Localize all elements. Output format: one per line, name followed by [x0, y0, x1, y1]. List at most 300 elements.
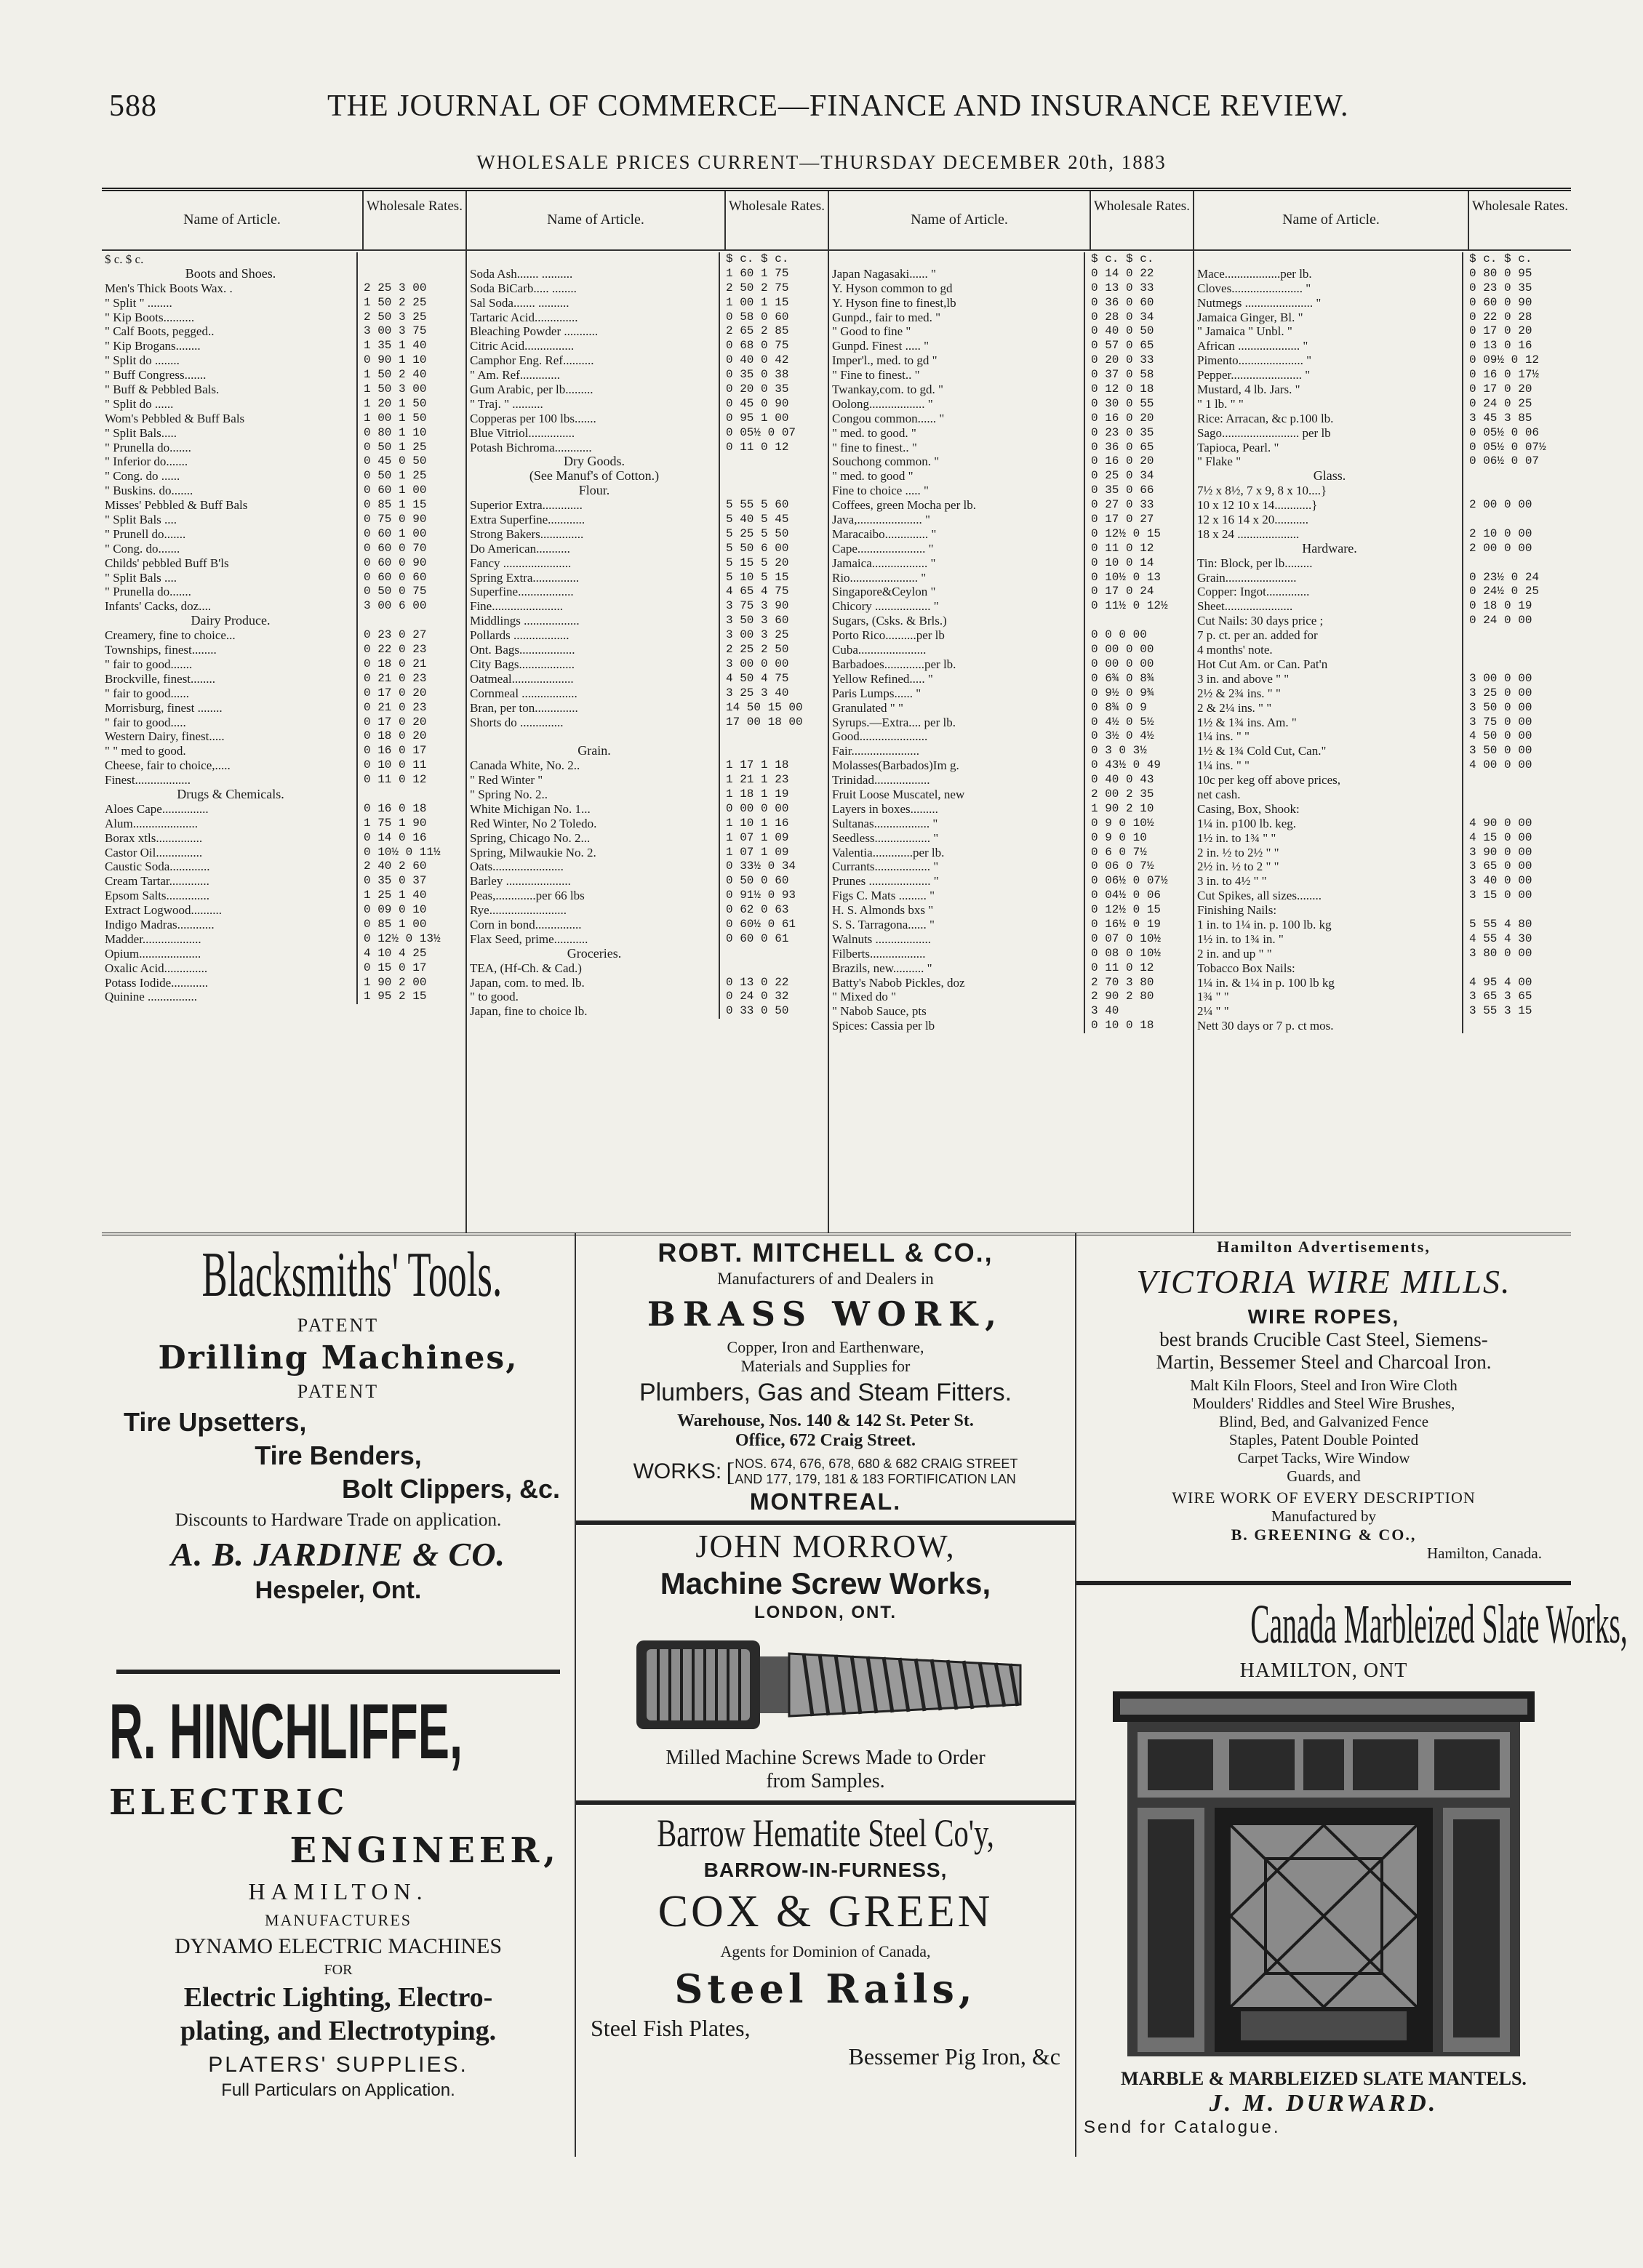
price-row: [829, 947, 1193, 961]
price-row: [1194, 961, 1571, 976]
article-name: Souchong common. ": [832, 454, 940, 469]
ad-line: Blind, Bed, and Galvanized Fence: [1218, 1413, 1429, 1430]
price-row: [829, 368, 1193, 382]
article-name: 1½ in. to 1¾ in. ": [1197, 931, 1284, 946]
wholesale-rate: 2 70 3 80: [1084, 976, 1193, 990]
wholesale-rate: 0 35 0 37: [356, 874, 465, 889]
article-name: Cape...................... ": [832, 541, 934, 556]
wholesale-rate: [1462, 556, 1571, 571]
wholesale-rate: 0 16 0 20: [1084, 412, 1193, 426]
article-name: Caustic Soda.............: [105, 859, 210, 874]
ad-line: Office, 672 Craig Street.: [735, 1431, 916, 1450]
wholesale-rate: 0 11½ 0 12½: [1084, 599, 1193, 614]
price-row: [829, 498, 1193, 513]
price-row: [1194, 310, 1571, 325]
price-row: [102, 802, 465, 817]
price-row: [829, 527, 1193, 542]
price-row: [829, 788, 1193, 802]
wholesale-rate: 0 95 1 00: [719, 412, 828, 426]
price-row: [829, 672, 1193, 686]
article-name: Do American...........: [470, 541, 570, 556]
wholesale-rate: 0 17 0 20: [356, 686, 465, 701]
wholesale-rate: 0 09½ 0 12: [1462, 353, 1571, 368]
ad-title: Blacksmiths' Tools.: [201, 1240, 503, 1310]
wholesale-rate: 3 00 0 00: [719, 657, 828, 672]
price-row: [1194, 716, 1571, 730]
article-name: Rio...................... ": [832, 570, 927, 585]
wholesale-rate: 0 23 0 27: [356, 628, 465, 643]
article-name: Corn in bond...............: [470, 917, 582, 931]
wholesale-rate: [719, 744, 828, 758]
article-name: Soda BiCarb..... ........: [470, 281, 577, 295]
price-row: [467, 961, 828, 976]
price-row: [829, 729, 1193, 744]
price-row: [102, 382, 465, 397]
price-row: [467, 1004, 828, 1019]
price-row: [1194, 1019, 1571, 1033]
price-row: [1194, 527, 1571, 542]
article-name: " Split do ......: [105, 396, 174, 411]
wholesale-rate: 0 18 0 19: [1462, 599, 1571, 614]
ad-line: Bessemer Pig Iron, &c: [848, 2043, 1060, 2069]
price-row: [829, 513, 1193, 527]
wholesale-rate: 3 50 3 60: [719, 614, 828, 628]
ad-line: Full Particulars on Application.: [221, 2080, 455, 2100]
wholesale-rate: 0 11 0 12: [719, 441, 828, 455]
article-name: 1¼ ins. " ": [1197, 758, 1250, 773]
price-row: [102, 498, 465, 513]
wholesale-rate: 3 50 0 00: [1462, 701, 1571, 716]
price-row: [102, 599, 465, 614]
article-name: Fine to choice ..... ": [832, 484, 929, 498]
article-name: " Prunella do.......: [105, 585, 191, 599]
price-row: [102, 961, 465, 976]
wholesale-rate: 1 35 1 40: [356, 339, 465, 353]
wholesale-rate: 0 50 0 75: [356, 585, 465, 599]
price-row: [467, 817, 828, 831]
wholesale-rate: 0 24 0 25: [1462, 397, 1571, 412]
price-row: [829, 817, 1193, 831]
article-name: Wom's Pebbled & Buff Bals: [105, 411, 245, 425]
price-row: [1194, 324, 1571, 339]
price-row: [467, 716, 828, 730]
price-row: [829, 469, 1193, 484]
price-row: [467, 571, 828, 585]
article-name: Nett 30 days or 7 p. ct mos.: [1197, 1019, 1334, 1033]
wholesale-rate: [1462, 773, 1571, 788]
wholesale-rate: 0 05½ 0 07½: [1462, 441, 1571, 455]
price-row: [102, 831, 465, 846]
ad-line: Warehouse, Nos. 140 & 142 St. Peter St.: [677, 1411, 974, 1430]
article-name: Hardware.: [1302, 541, 1357, 556]
article-name: " med. to good. ": [832, 425, 916, 440]
wholesale-rate: 0 05½ 0 06: [1462, 426, 1571, 441]
wholesale-rate: 1 18 1 19: [719, 788, 828, 802]
article-name: Tapioca, Pearl. ": [1197, 440, 1279, 454]
wholesale-rate: 0 45 0 50: [356, 454, 465, 469]
article-name: Finishing Nails:: [1197, 903, 1277, 918]
price-table-title: WHOLESALE PRICES CURRENT—THURSDAY DECEMBER 20th, 1883: [476, 151, 1167, 173]
wholesale-rate: 2 25 2 50: [719, 643, 828, 657]
wholesale-rate: 3 75 3 90: [719, 599, 828, 614]
article-name: Imper'l., med. to gd ": [832, 353, 938, 368]
price-row: [102, 643, 465, 657]
price-row: [102, 441, 465, 455]
ad-line: Tire Benders,: [255, 1440, 422, 1470]
ad-line: Milled Machine Screws Made to Order: [665, 1747, 986, 1769]
price-row: [467, 874, 828, 889]
price-row: [467, 527, 828, 542]
wholesale-rate: 0 9½ 0 9¾: [1084, 686, 1193, 701]
ad-blacksmiths-tools: [102, 1233, 575, 1655]
wholesale-rate: 4 50 0 00: [1462, 729, 1571, 744]
ad-line: from Samples.: [766, 1770, 885, 1792]
price-row: [467, 802, 828, 817]
article-name: Fancy ......................: [470, 556, 572, 570]
article-name: " Prunell do.......: [105, 526, 186, 541]
article-name: City Bags..................: [470, 657, 575, 671]
article-name: 2½ & 2¾ ins. " ": [1197, 686, 1281, 700]
price-row: [1194, 353, 1571, 368]
article-name: " Kip Boots..........: [105, 310, 195, 324]
price-row: [467, 353, 828, 368]
article-name: Potash Bichroma............: [470, 440, 592, 454]
article-name: Granulated " ": [832, 700, 903, 715]
price-row: [1194, 397, 1571, 412]
article-name: " Mixed do ": [832, 990, 897, 1004]
article-name: Bleaching Powder ...........: [470, 324, 599, 339]
wholesale-rate: 3 90 0 00: [1462, 846, 1571, 860]
price-row: [1194, 831, 1571, 846]
article-name: Pollards ..................: [470, 628, 569, 643]
wholesale-rate: 0 24½ 0 25: [1462, 585, 1571, 599]
wholesale-rate: 14 50 15 00: [719, 701, 828, 716]
article-name: " Spring No. 2..: [470, 787, 548, 801]
wholesale-rate: 0 43½ 0 49: [1084, 758, 1193, 773]
price-row: [1194, 859, 1571, 874]
price-row: [1194, 773, 1571, 788]
article-name: Morrisburg, finest ........: [105, 700, 223, 715]
wholesale-rate: 0 75 0 90: [356, 513, 465, 527]
price-row: [1194, 454, 1571, 469]
ad-line: DYNAMO ELECTRIC MACHINES: [175, 1934, 502, 1958]
price-row: [467, 831, 828, 846]
price-row: [1194, 744, 1571, 758]
wholesale-rate: 0 21 0 23: [356, 701, 465, 716]
price-row: [829, 932, 1193, 947]
ad-line: MONTREAL.: [749, 1488, 902, 1515]
ad-line: Drilling Machines,: [158, 1339, 519, 1377]
article-name: Ont. Bags..................: [470, 643, 575, 657]
price-row: [467, 585, 828, 599]
price-row: [829, 454, 1193, 469]
price-row: [102, 846, 465, 860]
article-name: Oats.......................: [470, 859, 564, 874]
wholesale-rate: 0 17 0 20: [1462, 324, 1571, 339]
wholesale-rate: 0 16 0 17½: [1462, 368, 1571, 382]
price-row: [1194, 758, 1571, 773]
wholesale-rate: [1462, 484, 1571, 498]
article-name: Spring, Milwaukie No. 2.: [470, 845, 596, 859]
wholesale-rate: 0 24 0 32: [719, 990, 828, 1004]
article-name: Barley .....................: [470, 874, 571, 889]
wholesale-rate: 0 40 0 42: [719, 353, 828, 368]
wholesale-rate: 3 00 6 00: [356, 599, 465, 614]
article-name: Dry Goods.: [564, 454, 625, 469]
price-row: [102, 744, 465, 758]
ad-line: Martin, Bessemer Steel and Charcoal Iron.: [1156, 1351, 1492, 1373]
price-row: [1194, 339, 1571, 353]
price-column-4: [1194, 191, 1571, 1233]
price-row: [467, 498, 828, 513]
price-row: [102, 542, 465, 556]
article-name: Trinidad..................: [832, 773, 930, 788]
price-row: [829, 571, 1193, 585]
ad-line: Agents for Dominion of Canada,: [720, 1942, 931, 1960]
ad-line: PLATERS' SUPPLIES.: [208, 2053, 468, 2077]
article-name: " fine to finest.. ": [832, 440, 917, 454]
article-name: Chicory .................. ": [832, 599, 939, 614]
works-address: WORKS: [ NOS. 674, 676, 678, 680 & 682 CRAIG STREET AND 177, 179, 181 & 183 FORTIFICATION LAN: [633, 1456, 1018, 1486]
price-row: [102, 324, 465, 339]
article-name: Fair......................: [832, 744, 919, 758]
wholesale-rate: 1 50 2 40: [356, 368, 465, 382]
wholesale-rate: 0 58 0 60: [719, 310, 828, 325]
price-row: [1194, 846, 1571, 860]
price-row: [829, 657, 1193, 672]
ad-line: Machine Screw Works,: [660, 1566, 991, 1600]
wholesale-rate: 0 30 0 55: [1084, 397, 1193, 412]
wholesale-rate: 0 22 0 23: [356, 643, 465, 657]
wholesale-rate: 1 07 1 09: [719, 831, 828, 846]
article-name: 1½ & 1¾ ins. Am. ": [1197, 715, 1297, 729]
article-name: Paris Lumps...... ": [832, 686, 922, 700]
article-name: Spring Extra...............: [470, 570, 580, 585]
article-name: " Split " ........: [105, 295, 172, 310]
price-row: [829, 441, 1193, 455]
price-row: [1194, 874, 1571, 889]
section-heading-row: [467, 484, 828, 498]
price-row: [102, 296, 465, 310]
article-name: [467, 729, 719, 744]
price-row: [1194, 628, 1571, 643]
article-name: Valentia.............per lb.: [832, 845, 945, 859]
price-row: [102, 657, 465, 672]
article-name: Soda Ash....... ..........: [470, 266, 573, 281]
wholesale-rate: 0 10 0 11: [356, 758, 465, 773]
price-row: [102, 729, 465, 744]
wholesale-rate: 0 0 0 00: [1084, 628, 1193, 643]
price-row: [467, 859, 828, 874]
ad-line: Hespeler, Ont.: [255, 1576, 422, 1604]
price-row: [102, 716, 465, 730]
running-header: [109, 81, 1556, 132]
article-name: " Cong. do ......: [105, 469, 180, 484]
article-name: Superfine..................: [470, 585, 574, 599]
price-row: [102, 585, 465, 599]
wholesale-rate: [1462, 802, 1571, 817]
price-row: [467, 846, 828, 860]
article-name: Prunes .................... ": [832, 874, 939, 889]
price-row: [1194, 889, 1571, 903]
price-row: [1194, 947, 1571, 961]
wholesale-rate: 0 10½ 0 11½: [356, 846, 465, 860]
wholesale-rate: [719, 484, 828, 498]
divider: [576, 1520, 1075, 1525]
wholesale-rate: 0 20 0 33: [1084, 353, 1193, 368]
article-name: Japan, com. to med. lb.: [470, 975, 585, 990]
wholesale-rate: 0 09 0 10: [356, 903, 465, 918]
price-row: [1194, 571, 1571, 585]
price-row: [829, 889, 1193, 903]
wholesale-rate: 1 60 1 75: [719, 267, 828, 281]
column-header: Name of Article. Wholesale Rates.: [467, 191, 828, 251]
wholesale-rate: 1 07 1 09: [719, 846, 828, 860]
article-name: " Split do ........: [105, 353, 180, 368]
wholesale-rate: [719, 454, 828, 469]
ad-line: Malt Kiln Floors, Steel and Iron Wire Cloth: [1190, 1377, 1458, 1394]
wholesale-rate: 0 21 0 23: [356, 672, 465, 686]
divider: [1076, 1581, 1571, 1585]
wholesale-rate: 0 10 0 18: [1084, 1019, 1193, 1033]
ad-line: BARROW-IN-FURNESS,: [703, 1859, 948, 1881]
ad-firm: A. B. JARDINE & CO.: [171, 1536, 505, 1573]
wholesale-rate: 2 90 2 80: [1084, 990, 1193, 1004]
wholesale-rate: 0 12½ 0 13½: [356, 932, 465, 947]
ad-line: ELECTRIC: [109, 1782, 349, 1823]
wholesale-rate: 0 60 0 61: [719, 932, 828, 947]
ad-line: Guards, and: [1287, 1467, 1361, 1485]
wholesale-rate: 0 60 1 00: [356, 484, 465, 498]
article-name: Men's Thick Boots Wax. .: [105, 281, 233, 295]
article-name: Gum Arabic, per lb.........: [470, 382, 593, 397]
wholesale-rate: [1462, 961, 1571, 976]
page-number: 588: [109, 89, 157, 123]
article-name: Shorts do ..............: [470, 715, 564, 729]
price-row: [1194, 281, 1571, 296]
wholesale-rate: 0 50 1 25: [356, 469, 465, 484]
article-name: net cash.: [1197, 787, 1241, 801]
ad-line: Copper, Iron and Earthenware,: [727, 1338, 924, 1356]
article-name: Quinine ................: [105, 990, 198, 1004]
price-row: [467, 412, 828, 426]
wholesale-rate: 2 00 2 35: [1084, 788, 1193, 802]
price-row: [467, 701, 828, 716]
price-row: [1194, 802, 1571, 817]
article-name: Hot Cut Am. or Can. Pat'n: [1197, 657, 1328, 671]
ad-line: Plumbers, Gas and Steam Fitters.: [639, 1379, 1012, 1406]
wholesale-rate: 0 00 0 00: [1084, 657, 1193, 672]
wholesale-rate: 2 40 2 60: [356, 859, 465, 874]
article-name: 2¼ " ": [1197, 1004, 1229, 1019]
price-row: [102, 310, 465, 325]
wholesale-rate: 3 40: [1084, 1004, 1193, 1019]
price-row: [102, 454, 465, 469]
wholesale-rate: 0 6 0 7½: [1084, 846, 1193, 860]
ad-line: ENGINEER,: [289, 1830, 560, 1871]
article-name: Tobacco Box Nails:: [1197, 961, 1295, 975]
price-row: [467, 310, 828, 325]
article-name: Strong Bakers..............: [470, 526, 584, 541]
ad-line: MARBLE & MARBLEIZED SLATE MANTELS.: [1121, 2068, 1527, 2089]
price-row: [1194, 498, 1571, 513]
wholesale-rate: 0 11 0 12: [356, 773, 465, 788]
wholesale-rate: 3 80 0 00: [1462, 947, 1571, 961]
price-column-1: [102, 191, 467, 1233]
article-name: Glass.: [1313, 469, 1346, 484]
article-name: Porto Rico..........per lb: [832, 628, 945, 643]
price-row: [829, 701, 1193, 716]
wholesale-rate: 1 00 1 15: [719, 296, 828, 310]
price-row: [829, 773, 1193, 788]
journal-title: THE JOURNAL OF COMMERCE—FINANCE AND INSURANCE REVIEW.: [327, 89, 1349, 123]
wholesale-rate: 3 40 0 00: [1462, 874, 1571, 889]
wholesale-rate: 0 17 0 20: [356, 716, 465, 730]
article-name: 10c per keg off above prices,: [1197, 773, 1340, 788]
price-row: [829, 744, 1193, 758]
article-name: " fair to good.......: [105, 657, 193, 671]
price-row: [829, 846, 1193, 860]
article-name: Congou common...... ": [832, 411, 945, 425]
ad-column-1: [102, 1233, 576, 2157]
wholesale-rate: 0 14 0 22: [1084, 267, 1193, 281]
price-row: [1194, 267, 1571, 281]
ad-line: Tire Upsetters,: [124, 1407, 307, 1437]
price-row: [467, 657, 828, 672]
wholesale-rate: 0 60 0 60: [356, 571, 465, 585]
article-name: Copper: Ingot..............: [1197, 585, 1310, 599]
price-row: [829, 961, 1193, 976]
price-row: [829, 412, 1193, 426]
wholesale-rate: 1 00 1 50: [356, 412, 465, 426]
price-row: [102, 339, 465, 353]
wholesale-rate: 0 9 0 10½: [1084, 817, 1193, 831]
price-row: [467, 267, 828, 281]
price-row: [829, 324, 1193, 339]
article-name: Good......................: [832, 729, 928, 744]
price-row: [102, 252, 465, 267]
article-name: " med. to good ": [832, 469, 914, 484]
price-row: [829, 267, 1193, 281]
wholesale-rate: $ c. $ c.: [719, 252, 828, 267]
article-name: " Jamaica " Unbl. ": [1197, 324, 1292, 339]
wholesale-rate: 5 15 5 20: [719, 556, 828, 571]
article-name: Batty's Nabob Pickles, doz: [832, 975, 965, 990]
article-name: " 1 lb. " ": [1197, 396, 1244, 411]
wholesale-rate: [1462, 469, 1571, 484]
wholesale-rate: 0 36 0 60: [1084, 296, 1193, 310]
column-header: Name of Article. Wholesale Rates.: [102, 191, 465, 251]
section-heading-row: [102, 788, 465, 802]
ad-hinchliffe: [102, 1680, 575, 2157]
article-name: 4 months' note.: [1197, 643, 1273, 657]
article-name: Rye.........................: [470, 903, 567, 918]
wholesale-rate: 5 55 4 80: [1462, 918, 1571, 932]
price-row: [1194, 729, 1571, 744]
ad-line: Hamilton Advertisements,: [1217, 1238, 1431, 1256]
article-name: Opium....................: [105, 946, 201, 961]
article-name: " Flake ": [1197, 454, 1242, 469]
price-row: [467, 990, 828, 1004]
ad-line: LONDON, ONT.: [754, 1603, 897, 1622]
price-row: [829, 585, 1193, 599]
article-name: Tin: Block, per lb.........: [1197, 556, 1313, 570]
price-row: [1194, 614, 1571, 628]
wholesale-rate: 1 75 1 90: [356, 817, 465, 831]
wholesale-rate: 0 10½ 0 13: [1084, 571, 1193, 585]
article-name: 2 in. and up " ": [1197, 946, 1272, 961]
wholesale-rate: 0 68 0 75: [719, 339, 828, 353]
